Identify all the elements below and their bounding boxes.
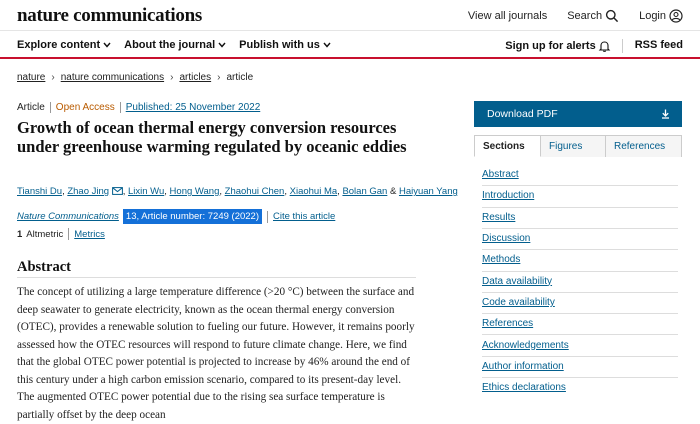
download-icon <box>661 109 670 119</box>
metrics-line <box>17 228 105 240</box>
section-divider <box>482 228 678 229</box>
search-button[interactable] <box>567 9 619 23</box>
section-nav-link[interactable]: Results <box>482 211 516 223</box>
tab-sections[interactable]: Sections <box>474 135 541 157</box>
section-nav-link[interactable]: Acknowledgements <box>482 339 569 351</box>
abstract-rule <box>17 277 416 278</box>
citation-line <box>17 209 335 224</box>
section-divider <box>482 185 678 186</box>
article-meta <box>17 102 260 113</box>
breadcrumb <box>17 72 253 83</box>
bell-icon <box>599 40 610 52</box>
meta-divider <box>120 102 121 113</box>
section-nav-item <box>482 356 678 377</box>
abstract-text: The concept of utilizing a large temperature difference (>20 °C) between the surface and deep seawater to generate electricity, known as the ocean thermal energy conversion (OTEC), provides a renewable solution to fueling our future. However, it remains poorly assessed how the OTEC resources will respond to future climate change. Here, we find that the global OTEC power potential is projected to increase by 46% around the end of this century under a high carbon emission scenario, compared to its present-day level. The augmented OTEC power potential due to the rising sea surface temperature is partially offset by the deep ocean <box>17 286 415 421</box>
chevron-down-icon <box>323 42 331 48</box>
nav-about-journal[interactable] <box>124 39 226 51</box>
envelope-icon[interactable] <box>112 187 123 195</box>
download-pdf-button[interactable] <box>474 101 682 127</box>
section-nav-item <box>482 207 678 228</box>
tab-references[interactable]: References <box>606 135 682 157</box>
section-nav-link[interactable]: Author information <box>482 360 564 372</box>
section-nav-item <box>482 228 678 249</box>
section-divider <box>482 207 678 208</box>
author-link[interactable]: Hong Wang <box>169 186 220 197</box>
section-nav-link[interactable]: Code availability <box>482 296 555 308</box>
journal-logo[interactable]: nature communications <box>17 5 202 26</box>
chevron-down-icon <box>218 42 226 48</box>
author-link[interactable]: Zhaohui Chen <box>224 186 285 197</box>
section-nav-item <box>482 334 678 355</box>
open-access-badge: Open Access <box>55 102 115 113</box>
author-link[interactable]: Bolan Gan <box>342 186 388 197</box>
author-link[interactable]: Haiyuan Yang <box>398 186 458 197</box>
section-divider <box>482 334 678 335</box>
breadcrumb-articles[interactable]: articles <box>179 72 212 83</box>
published-date[interactable]: Published: 25 November 2022 <box>125 102 261 113</box>
breadcrumb-separator: › <box>217 72 221 83</box>
section-divider <box>482 271 678 272</box>
author-link[interactable]: Lixin Wu <box>128 186 165 197</box>
nav-publish-with-us[interactable] <box>239 39 331 51</box>
sign-up-alerts-link[interactable] <box>505 39 609 53</box>
section-nav-link[interactable]: Ethics declarations <box>482 382 566 394</box>
breadcrumb-nature[interactable]: nature <box>17 72 46 83</box>
article-type: Article <box>17 102 45 113</box>
breadcrumb-separator: › <box>170 72 174 83</box>
nav-right <box>505 39 683 53</box>
metrics-divider <box>68 228 69 240</box>
nav-explore-content[interactable] <box>17 39 111 51</box>
section-nav-item <box>482 377 678 398</box>
view-all-journals-link[interactable] <box>468 10 547 22</box>
top-right-links <box>468 9 683 23</box>
breadcrumb-nature-communications[interactable]: nature communications <box>60 72 165 83</box>
main-nav <box>17 39 344 51</box>
view-all-journals-label: View all journals <box>467 10 548 22</box>
abstract-heading: Abstract <box>17 259 71 275</box>
section-nav-item <box>482 249 678 270</box>
section-divider <box>482 377 678 378</box>
top-bar <box>0 0 700 30</box>
section-nav-item <box>482 313 678 334</box>
article-title: Growth of ocean thermal energy conversion resources under greenhouse warming regulated by oceanic eddies <box>17 118 407 156</box>
section-divider <box>482 313 678 314</box>
author-link[interactable]: Tianshi Du <box>17 186 63 197</box>
section-divider <box>482 292 678 293</box>
volume-article-number: 13, Article number: 7249 (2022) <box>123 209 262 224</box>
author-link[interactable]: Xiaohui Ma <box>289 186 338 197</box>
chevron-down-icon <box>103 42 111 48</box>
author-list: Tianshi Du, Zhao Jing , Lixin Wu, Hong Wang, Zhaohui Chen, Xiaohui Ma, Bolan Gan & Haiyuan Yang <box>17 186 458 197</box>
sign-up-alerts-label: Sign up for alerts <box>505 40 596 52</box>
section-divider <box>482 249 678 250</box>
rss-feed-link[interactable]: RSS feed <box>634 39 683 51</box>
meta-divider <box>50 102 51 113</box>
section-nav-link[interactable]: Introduction <box>482 190 535 202</box>
section-divider <box>482 356 678 357</box>
sections-list <box>482 164 678 398</box>
breadcrumb-separator: › <box>51 72 55 83</box>
nav-divider <box>622 39 623 53</box>
search-label: Search <box>567 10 603 22</box>
search-icon <box>605 9 619 23</box>
section-nav-link[interactable]: References <box>482 318 534 330</box>
section-nav-item <box>482 185 678 206</box>
login-label: Login <box>639 10 666 22</box>
login-button[interactable] <box>639 9 683 23</box>
section-nav-item <box>482 270 678 291</box>
sidebar-tabs <box>474 135 682 157</box>
altmetric-label: Altmetric <box>26 228 64 240</box>
citation-divider <box>267 211 268 223</box>
section-nav-item <box>482 164 678 185</box>
cite-this-article-link[interactable]: Cite this article <box>273 211 336 222</box>
altmetric-score: 1 <box>17 228 23 240</box>
user-icon <box>669 9 683 23</box>
section-nav-link[interactable]: Discussion <box>482 233 531 245</box>
main-nav-bar <box>0 30 700 59</box>
tab-figures[interactable]: Figures <box>541 135 606 157</box>
metrics-link[interactable]: Metrics <box>74 228 105 240</box>
nav-about-journal-label: About the journal <box>124 39 216 51</box>
breadcrumb-current: article <box>226 72 254 83</box>
section-nav-item <box>482 292 678 313</box>
section-nav-link[interactable]: Abstract <box>482 169 519 181</box>
nav-publish-with-us-label: Publish with us <box>239 39 320 51</box>
download-pdf-label: Download PDF <box>487 108 558 120</box>
section-nav-link[interactable]: Data availability <box>482 275 553 287</box>
author-link[interactable]: Zhao Jing <box>67 186 110 197</box>
nav-explore-content-label: Explore content <box>17 39 101 51</box>
section-nav-link[interactable]: Methods <box>482 254 521 266</box>
journal-name-link[interactable]: Nature Communications <box>17 211 119 222</box>
